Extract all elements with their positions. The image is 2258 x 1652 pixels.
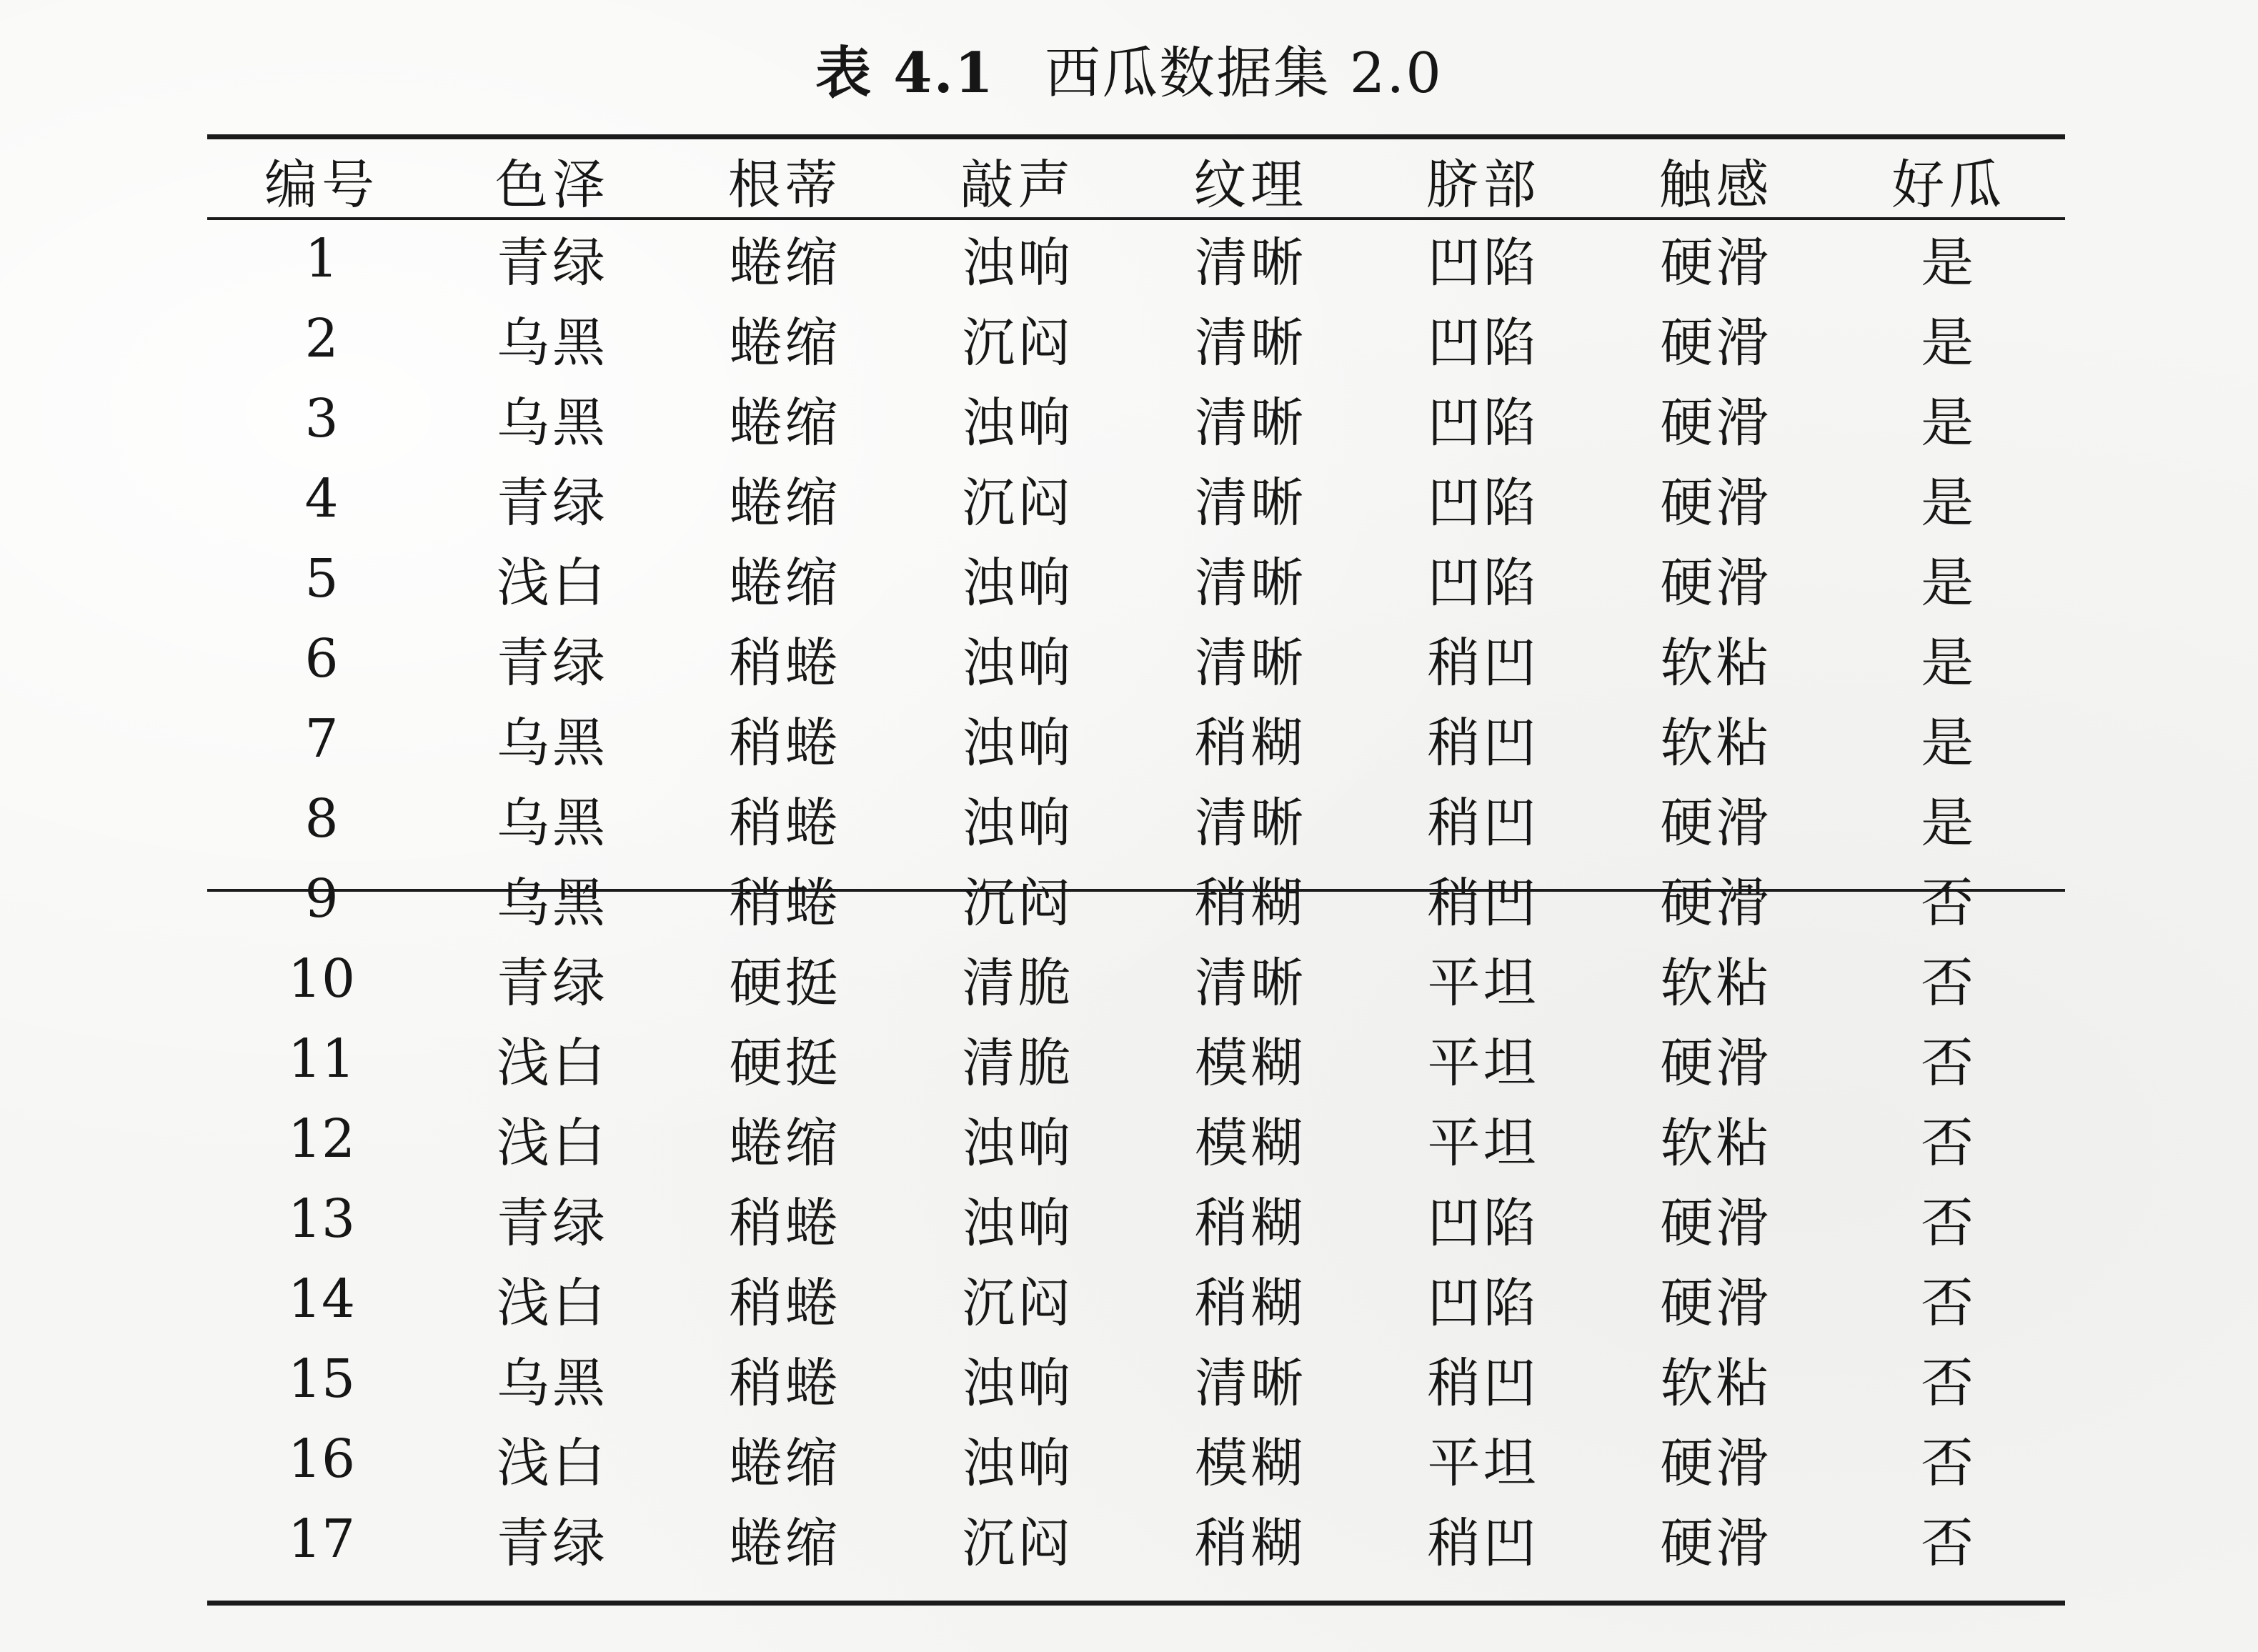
table-row xyxy=(207,939,2065,1019)
table-cell: 稍蜷 xyxy=(729,1273,841,1334)
table-cell: 浅白 xyxy=(496,1273,608,1334)
row-id-cell: 7 xyxy=(304,708,339,770)
row-id-cell: 11 xyxy=(287,1028,356,1090)
table-row xyxy=(207,219,2065,299)
table-cell: 稍糊 xyxy=(1194,872,1306,934)
table-body xyxy=(207,219,2065,1579)
table-cell: 稍蜷 xyxy=(729,632,841,694)
table-cell: 乌黑 xyxy=(496,1353,608,1414)
table-cell: 硬滑 xyxy=(1660,872,1772,934)
table-cell: 青绿 xyxy=(496,472,608,534)
table-cell: 清晰 xyxy=(1194,472,1306,534)
table-cell: 凹陷 xyxy=(1427,312,1539,374)
table-cell: 是 xyxy=(1921,712,1977,774)
table-cell: 稍凹 xyxy=(1427,1513,1539,1574)
column-header: 敲声 xyxy=(960,154,1075,216)
table-cell: 清晰 xyxy=(1194,232,1306,294)
table-cell: 平坦 xyxy=(1427,952,1539,1014)
table-cell: 蜷缩 xyxy=(729,552,841,614)
table-cell: 否 xyxy=(1921,1113,1977,1174)
table-cell: 是 xyxy=(1921,792,1977,854)
table-cell: 沉闷 xyxy=(962,1273,1074,1334)
table-cell: 清脆 xyxy=(962,1032,1074,1094)
table-cell: 否 xyxy=(1921,1433,1977,1494)
row-id-cell: 4 xyxy=(304,468,339,529)
table-cell: 否 xyxy=(1921,1032,1977,1094)
table-cell: 硬滑 xyxy=(1660,1513,1772,1574)
table-cell: 硬滑 xyxy=(1660,1032,1772,1094)
table-cell: 蜷缩 xyxy=(729,392,841,454)
table-cell: 浊响 xyxy=(962,1193,1074,1254)
table-cell: 平坦 xyxy=(1427,1113,1539,1174)
table-row xyxy=(207,619,2065,699)
table-cell: 凹陷 xyxy=(1427,392,1539,454)
top-rule xyxy=(207,134,2065,139)
table-row xyxy=(207,1339,2065,1419)
table-cell: 沉闷 xyxy=(962,872,1074,934)
table-cell: 浅白 xyxy=(496,552,608,614)
table-cell: 青绿 xyxy=(496,632,608,694)
table-cell: 凹陷 xyxy=(1427,1273,1539,1334)
table-cell: 清晰 xyxy=(1194,312,1306,374)
table-cell: 沉闷 xyxy=(962,312,1074,374)
table-header-row xyxy=(207,143,2065,219)
table-cell: 青绿 xyxy=(496,1513,608,1574)
table-cell: 乌黑 xyxy=(496,712,608,774)
table-cell: 是 xyxy=(1921,552,1977,614)
table-cell: 凹陷 xyxy=(1427,472,1539,534)
table-cell: 稍糊 xyxy=(1194,712,1306,774)
table-cell: 否 xyxy=(1921,1273,1977,1334)
table-cell: 硬滑 xyxy=(1660,792,1772,854)
table-cell: 硬挺 xyxy=(729,952,841,1014)
table-cell: 沉闷 xyxy=(962,472,1074,534)
column-header: 脐部 xyxy=(1426,154,1541,216)
table-cell: 青绿 xyxy=(496,952,608,1014)
table-cell: 是 xyxy=(1921,392,1977,454)
table-cell: 硬滑 xyxy=(1660,1273,1772,1334)
table-cell: 乌黑 xyxy=(496,792,608,854)
table-cell: 清脆 xyxy=(962,952,1074,1014)
table-cell: 软粘 xyxy=(1660,712,1772,774)
table-cell: 硬滑 xyxy=(1660,552,1772,614)
table-cell: 否 xyxy=(1921,952,1977,1014)
row-id-cell: 14 xyxy=(287,1268,356,1330)
table-cell: 浊响 xyxy=(962,232,1074,294)
table-cell: 浅白 xyxy=(496,1433,608,1494)
table-cell: 软粘 xyxy=(1660,632,1772,694)
table-title: 西瓜数据集 2.0 xyxy=(1045,41,1443,106)
table-cell: 硬滑 xyxy=(1660,472,1772,534)
table-cell: 否 xyxy=(1921,1193,1977,1254)
table-cell: 浊响 xyxy=(962,1353,1074,1414)
table-row xyxy=(207,1419,2065,1499)
table-cell: 硬滑 xyxy=(1660,312,1772,374)
row-id-cell: 16 xyxy=(287,1428,356,1490)
table-cell: 蜷缩 xyxy=(729,1113,841,1174)
table-cell: 蜷缩 xyxy=(729,312,841,374)
table-row xyxy=(207,1259,2065,1339)
table-cell: 稍凹 xyxy=(1427,1353,1539,1414)
row-id-cell: 13 xyxy=(287,1188,356,1250)
table-cell: 凹陷 xyxy=(1427,552,1539,614)
table-cell: 清晰 xyxy=(1194,552,1306,614)
row-id-cell: 9 xyxy=(304,868,339,930)
table-caption xyxy=(0,34,2258,113)
table-row xyxy=(207,1099,2065,1179)
table-cell: 是 xyxy=(1921,312,1977,374)
table-row xyxy=(207,699,2065,779)
table-cell: 软粘 xyxy=(1660,1113,1772,1174)
watermelon-table xyxy=(207,143,2065,1579)
table-cell: 否 xyxy=(1921,872,1977,934)
table-cell: 浅白 xyxy=(496,1032,608,1094)
table-cell: 否 xyxy=(1921,1353,1977,1414)
column-header: 根蒂 xyxy=(727,154,842,216)
table-number: 表 4.1 xyxy=(815,41,995,106)
table-cell: 蜷缩 xyxy=(729,232,841,294)
row-id-cell: 1 xyxy=(304,228,339,289)
table-row xyxy=(207,379,2065,459)
table-cell: 是 xyxy=(1921,472,1977,534)
table-cell: 蜷缩 xyxy=(729,1433,841,1494)
row-id-cell: 15 xyxy=(287,1348,356,1410)
table-cell: 浊响 xyxy=(962,792,1074,854)
table-cell: 稍蜷 xyxy=(729,712,841,774)
table-cell: 浊响 xyxy=(962,1113,1074,1174)
table-cell: 浊响 xyxy=(962,1433,1074,1494)
table-cell: 硬滑 xyxy=(1660,232,1772,294)
table-cell: 青绿 xyxy=(496,232,608,294)
table-cell: 浊响 xyxy=(962,712,1074,774)
table-cell: 凹陷 xyxy=(1427,232,1539,294)
table-cell: 浊响 xyxy=(962,632,1074,694)
table-cell: 凹陷 xyxy=(1427,1193,1539,1254)
table-cell: 平坦 xyxy=(1427,1032,1539,1094)
table-cell: 稍蜷 xyxy=(729,1353,841,1414)
table-row xyxy=(207,1019,2065,1099)
table-cell: 软粘 xyxy=(1660,952,1772,1014)
table-cell: 模糊 xyxy=(1194,1433,1306,1494)
column-header: 编号 xyxy=(264,154,379,216)
row-id-cell: 5 xyxy=(304,548,339,609)
table-cell: 稍凹 xyxy=(1427,712,1539,774)
table-cell: 硬滑 xyxy=(1660,1193,1772,1254)
table-cell: 浊响 xyxy=(962,552,1074,614)
table-cell: 平坦 xyxy=(1427,1433,1539,1494)
table-cell: 稍糊 xyxy=(1194,1513,1306,1574)
row-id-cell: 17 xyxy=(287,1508,356,1570)
table-cell: 稍糊 xyxy=(1194,1193,1306,1254)
table-cell: 稍凹 xyxy=(1427,792,1539,854)
table-cell: 硬滑 xyxy=(1660,1433,1772,1494)
table-cell: 蜷缩 xyxy=(729,1513,841,1574)
table-cell: 稍糊 xyxy=(1194,1273,1306,1334)
table-cell: 模糊 xyxy=(1194,1032,1306,1094)
table-cell: 乌黑 xyxy=(496,312,608,374)
table-cell: 稍凹 xyxy=(1427,872,1539,934)
table-row xyxy=(207,779,2065,859)
table-cell: 乌黑 xyxy=(496,872,608,934)
table-cell: 清晰 xyxy=(1194,632,1306,694)
row-id-cell: 12 xyxy=(287,1108,356,1170)
table-cell: 蜷缩 xyxy=(729,472,841,534)
table-cell: 是 xyxy=(1921,632,1977,694)
table-cell: 稍蜷 xyxy=(729,1193,841,1254)
row-id-cell: 3 xyxy=(304,388,339,449)
table-cell: 清晰 xyxy=(1194,392,1306,454)
table-cell: 稍凹 xyxy=(1427,632,1539,694)
row-id-cell: 8 xyxy=(304,788,339,850)
row-id-cell: 10 xyxy=(287,948,356,1010)
table-cell: 乌黑 xyxy=(496,392,608,454)
column-header: 好瓜 xyxy=(1891,154,2006,216)
table-row xyxy=(207,459,2065,539)
column-header: 色泽 xyxy=(494,154,610,216)
table-row xyxy=(207,539,2065,619)
column-header: 纹理 xyxy=(1193,154,1308,216)
table-cell: 青绿 xyxy=(496,1193,608,1254)
table-cell: 硬滑 xyxy=(1660,392,1772,454)
table-cell: 清晰 xyxy=(1194,952,1306,1014)
table-cell: 浊响 xyxy=(962,392,1074,454)
table-cell: 沉闷 xyxy=(962,1513,1074,1574)
table-cell: 稍蜷 xyxy=(729,792,841,854)
table-row xyxy=(207,859,2065,939)
column-header: 触感 xyxy=(1658,154,1774,216)
table-cell: 清晰 xyxy=(1194,792,1306,854)
table-cell: 是 xyxy=(1921,232,1977,294)
table-cell: 否 xyxy=(1921,1513,1977,1574)
table-cell: 模糊 xyxy=(1194,1113,1306,1174)
table-cell: 软粘 xyxy=(1660,1353,1772,1414)
table-cell: 硬挺 xyxy=(729,1032,841,1094)
row-id-cell: 2 xyxy=(304,308,339,369)
bottom-rule xyxy=(207,1601,2065,1606)
table-cell: 清晰 xyxy=(1194,1353,1306,1414)
table-row xyxy=(207,1499,2065,1579)
table-cell: 稍蜷 xyxy=(729,872,841,934)
table-cell: 浅白 xyxy=(496,1113,608,1174)
row-id-cell: 6 xyxy=(304,628,339,690)
table-row xyxy=(207,1179,2065,1259)
table-row xyxy=(207,299,2065,379)
